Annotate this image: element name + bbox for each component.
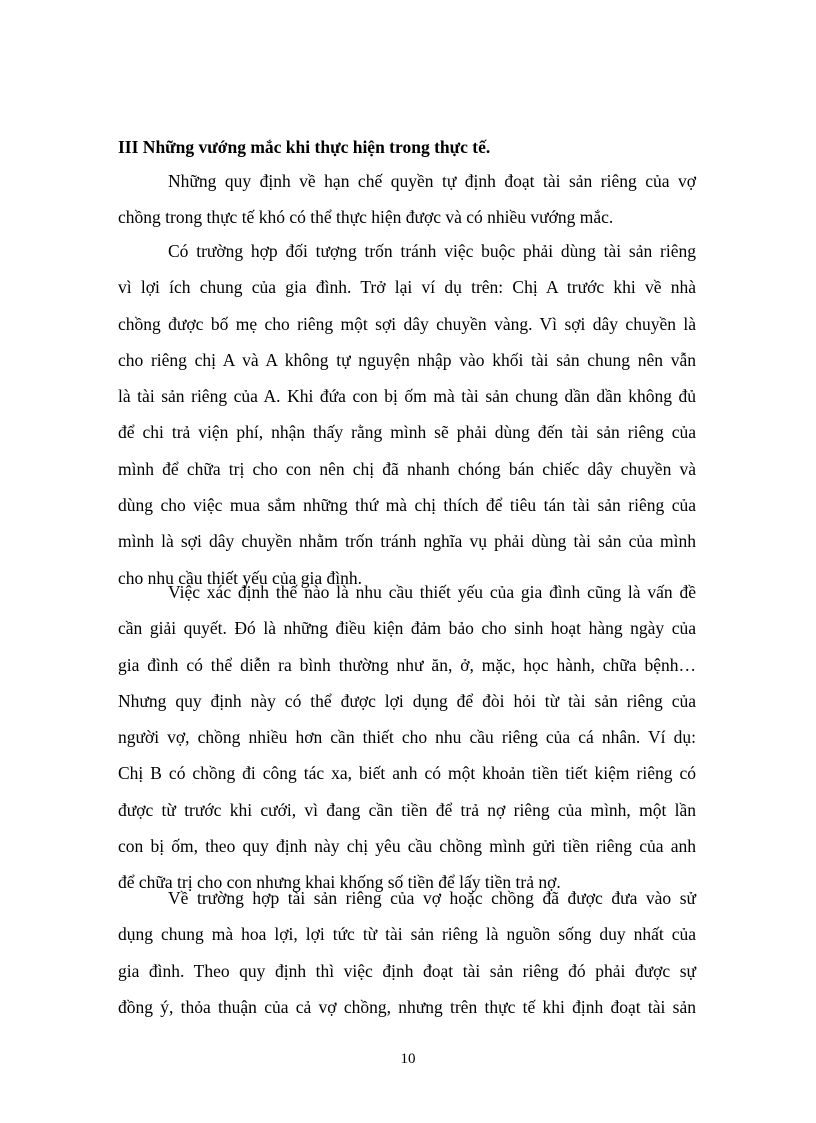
text-line: gia đình. Theo quy định thì việc định đoạt tài sản riêng đó phải được sự bbox=[118, 960, 696, 981]
text-line: để chi trả viện phí, nhận thấy rằng mình sẽ phải dùng đến tài sản riêng của bbox=[118, 422, 696, 443]
paragraph-2 bbox=[118, 233, 696, 596]
paragraph-3 bbox=[118, 574, 696, 901]
text-line: Có trường hợp đối tượng trốn tránh việc buộc phải dùng tài sản riêng bbox=[168, 241, 696, 261]
page-number: 10 bbox=[400, 1051, 416, 1067]
text-line: Chị B có chồng đi công tác xa, biết anh có một khoản tiền tiết kiệm riêng có bbox=[118, 763, 696, 784]
text-line: cho riêng chị A và A không tự nguyện nhập vào khối tài sản chung nên vẫn bbox=[118, 349, 696, 370]
text-line: dùng cho việc mua sắm những thứ mà chị thích để tiêu tán tài sản riêng của bbox=[118, 495, 696, 516]
text-line: mình là sợi dây chuyền nhằm trốn tránh nghĩa vụ phải dùng tài sản của mình bbox=[118, 531, 696, 552]
text-line: để chữa trị cho con nhưng khai khống số tiền để lấy tiền trả nợ. bbox=[118, 872, 561, 893]
text-line: con bị ốm, theo quy định này chị yêu cầu chồng mình gửi tiền riêng của anh bbox=[118, 836, 696, 857]
paragraph-4 bbox=[118, 880, 696, 1025]
text-line: dụng chung mà hoa lợi, lợi tức từ tài sản riêng là nguồn sống duy nhất của bbox=[118, 924, 696, 945]
text-line: người vợ, chồng nhiều hơn cần thiết cho nhu cầu riêng của cá nhân. Ví dụ: bbox=[118, 727, 696, 748]
text-line: Những quy định về hạn chế quyền tự định đoạt tài sản riêng của vợ bbox=[168, 171, 696, 191]
text-line: Nhưng quy định này có thể được lợi dụng để đòi hỏi từ tài sản riêng của bbox=[118, 690, 696, 711]
text-line: Về trường hợp tài sản riêng của vợ hoặc chồng đã được đưa vào sử bbox=[168, 888, 696, 908]
text-line: chồng trong thực tế khó có thể thực hiện được và có nhiều vướng mắc. bbox=[118, 207, 614, 228]
text-line: chồng được bố mẹ cho riêng một sợi dây chuyền vàng. Vì sợi dây chuyền là bbox=[118, 313, 696, 334]
text-line: cho nhu cầu thiết yếu của gia đình. bbox=[118, 567, 362, 588]
text-line: là tài sản riêng của A. Khi đứa con bị ốm mà tài sản chung dần dần không đủ bbox=[118, 386, 696, 407]
text-line: vì lợi ích chung của gia đình. Trở lại ví dụ trên: Chị A trước khi về nhà bbox=[118, 277, 696, 298]
text-line: gia đình có thể diễn ra bình thường như ăn, ở, mặc, học hành, chữa bệnh… bbox=[118, 654, 696, 675]
text-line: đồng ý, thỏa thuận của cả vợ chồng, nhưng trên thực tế khi định đoạt tài sản bbox=[118, 996, 696, 1017]
section-heading: III Những vướng mắc khi thực hiện trong thực tế. bbox=[118, 137, 491, 157]
text-line: cần giải quyết. Đó là những điều kiện đảm bảo cho sinh hoạt hàng ngày của bbox=[118, 618, 696, 639]
text-line: mình để chữa trị cho con nên chị đã nhanh chóng bán chiếc dây chuyền và bbox=[118, 458, 696, 479]
text-line: Việc xác định thế nào là nhu cầu thiết yếu của gia đình cũng là vấn đề bbox=[168, 582, 696, 602]
paragraph-1 bbox=[118, 163, 696, 236]
text-line: được từ trước khi cưới, vì đang cần tiền để trả nợ riêng của mình, một lần bbox=[118, 799, 696, 820]
